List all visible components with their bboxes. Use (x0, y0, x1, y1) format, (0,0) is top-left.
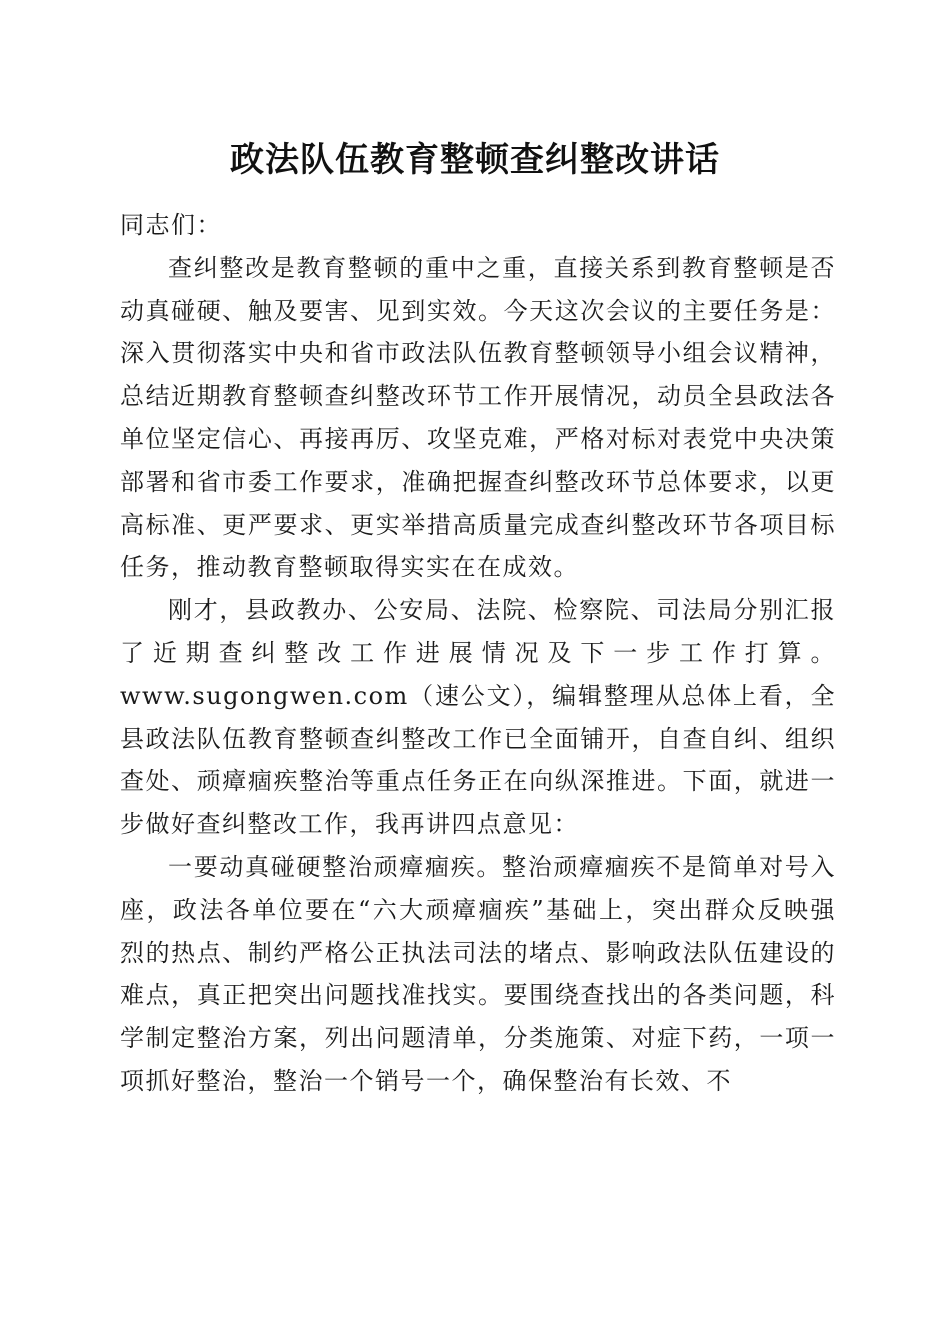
paragraph-2: 刚才，县政教办、公安局、法院、检察院、司法局分别汇报了近期查纠整改工作进展情况及下一步工作打算。www.sugongwen.com（速公文），编辑整理从总体上看，全县政法队伍教育整顿查纠整改工作已全面铺开，自查自纠、组织查处、顽瘴痼疾整治等重点任务正在向纵深推进。下面，就进一步做好查纠整改工作，我再讲四点意见： (120, 596, 836, 839)
paragraph-1: 查纠整改是教育整顿的重中之重，直接关系到教育整顿是否动真碰硬、触及要害、见到实效。今天这次会议的主要任务是：深入贯彻落实中央和省市政法队伍教育整顿领导小组会议精神，总结近期教育整顿查纠整改环节工作开展情况，动员全县政法各单位坚定信心、再接再厉、攻坚克难，严格对标对表党中央决策部署和省市委工作要求，准确把握查纠整改环节总体要求，以更高标准、更严要求、更实举措高质量完成查纠整改环节各项目标任务，推动教育整顿取得实实在在成效。 (120, 253, 836, 582)
paragraph-3: 一要动真碰硬整治顽瘴痼疾。整治顽瘴痼疾不是简单对号入座，政法各单位要在“六大顽瘴痼疾”基础上，突出群众反映强烈的热点、制约严格公正执法司法的堵点、影响政法队伍建设的难点，真正把突出问题找准找实。要围绕查找出的各类问题，科学制定整治方案，列出问题清单，分类施策、对症下药，一项一项抓好整治，整治一个销号一个，确保整治有长效、不 (120, 852, 836, 1095)
document-body (120, 204, 836, 1103)
document-title: 政法队伍教育整顿查纠整改讲话 (230, 140, 720, 180)
salutation: 同志们： (120, 211, 222, 239)
